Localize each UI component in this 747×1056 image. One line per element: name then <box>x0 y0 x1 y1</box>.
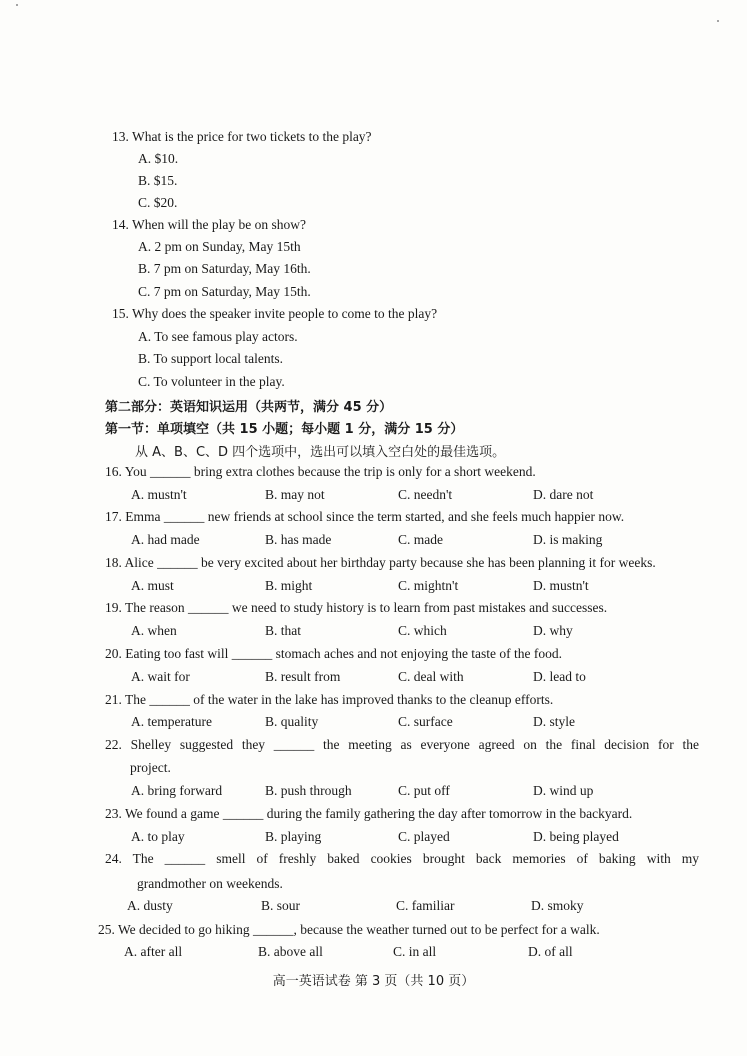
question-16-option-a: A. mustn't <box>131 487 187 502</box>
question-14-option-a: A. 2 pm on Sunday, May 15th <box>138 239 301 254</box>
question-19-stem: 19. The reason ______ we need to study history is to learn from past mistakes and successes. <box>105 600 608 615</box>
question-15-stem: 15. Why does the speaker invite people to come to the play? <box>112 306 438 321</box>
question-16-option-c: C. needn't <box>398 487 453 502</box>
question-20-option-b: B. result from <box>265 669 341 684</box>
question-25-option-c: C. in all <box>393 944 437 959</box>
question-24-option-d: D. smoky <box>531 898 584 913</box>
question-17-stem: 17. Emma ______ new friends at school since the term started, and she feels much happier now. <box>105 509 625 524</box>
question-17-option-a: A. had made <box>131 532 200 547</box>
question-23-option-b: B. playing <box>265 829 322 844</box>
question-14-option-b: B. 7 pm on Saturday, May 16th. <box>138 261 311 276</box>
page-footer: 高一英语试卷 第 3 页（共 10 页） <box>272 974 475 989</box>
question-15-option-a: A. To see famous play actors. <box>138 329 298 344</box>
question-25-option-a: A. after all <box>124 944 183 959</box>
question-20-stem: 20. Eating too fast will ______ stomach aches and not enjoying the taste of the food. <box>105 646 563 661</box>
question-19-option-d: D. why <box>533 623 573 638</box>
question-24-option-c: C. familiar <box>396 898 455 913</box>
question-15-option-b: B. To support local talents. <box>138 351 284 366</box>
question-24-stem-continued: grandmother on weekends. <box>137 876 283 891</box>
question-13-option-c: C. $20. <box>138 195 178 210</box>
question-19-option-c: C. which <box>398 623 447 638</box>
question-13-option-b: B. $15. <box>138 173 178 188</box>
question-15-option-c: C. To volunteer in the play. <box>138 374 285 389</box>
question-16-option-d: D. dare not <box>533 487 594 502</box>
scan-speck <box>16 4 18 6</box>
question-18-stem: 18. Alice ______ be very excited about her birthday party because she has been planning it for weeks. <box>105 555 656 570</box>
question-21-option-a: A. temperature <box>131 714 212 729</box>
question-24-stem: 24. The ______ smell of freshly baked cookies brought back memories of baking with my <box>105 851 699 866</box>
question-21-stem: 21. The ______ of the water in the lake has improved thanks to the cleanup efforts. <box>105 692 554 707</box>
question-22-stem-continued: project. <box>130 760 171 775</box>
question-14-stem: 14. When will the play be on show? <box>112 217 306 232</box>
question-23-option-a: A. to play <box>131 829 185 844</box>
question-22-option-a: A. bring forward <box>131 783 223 798</box>
question-23-option-c: C. played <box>398 829 450 844</box>
question-19-option-a: A. when <box>131 623 177 638</box>
question-24-option-a: A. dusty <box>127 898 173 913</box>
question-24-option-b: B. sour <box>261 898 301 913</box>
question-16-option-b: B. may not <box>265 487 325 502</box>
question-20-option-c: C. deal with <box>398 669 464 684</box>
question-22-option-b: B. push through <box>265 783 352 798</box>
question-22-stem: 22. Shelley suggested they ______ the meeting as everyone agreed on the final decision for the <box>105 737 699 752</box>
question-13-option-a: A. $10. <box>138 151 179 166</box>
question-20-option-a: A. wait for <box>131 669 190 684</box>
question-14-option-c: C. 7 pm on Saturday, May 15th. <box>138 284 311 299</box>
question-21-option-d: D. style <box>533 714 575 729</box>
question-17-option-c: C. made <box>398 532 443 547</box>
question-18-option-b: B. might <box>265 578 313 593</box>
question-21-option-b: B. quality <box>265 714 319 729</box>
instruction-text: 从 A、B、C、D 四个选项中，选出可以填入空白处的最佳选项。 <box>135 445 506 460</box>
question-16-stem: 16. You ______ bring extra clothes because the trip is only for a short weekend. <box>105 464 536 479</box>
question-19-option-b: B. that <box>265 623 301 638</box>
question-25-option-d: D. of all <box>528 944 573 959</box>
question-22-option-d: D. wind up <box>533 783 594 798</box>
question-25-option-b: B. above all <box>258 944 323 959</box>
question-17-option-d: D. is making <box>533 532 603 547</box>
section1-heading: 第一节：单项填空（共 15 小题；每小题 1 分，满分 15 分） <box>105 422 464 437</box>
question-21-option-c: C. surface <box>398 714 453 729</box>
question-18-option-a: A. must <box>131 578 174 593</box>
question-18-option-d: D. mustn't <box>533 578 589 593</box>
question-18-option-c: C. mightn't <box>398 578 459 593</box>
part2-heading: 第二部分：英语知识运用（共两节，满分 45 分） <box>105 400 393 415</box>
question-23-stem: 23. We found a game ______ during the family gathering the day after tomorrow in the backyard. <box>105 806 633 821</box>
question-20-option-d: D. lead to <box>533 669 586 684</box>
scan-speck <box>717 20 719 22</box>
question-25-stem: 25. We decided to go hiking ______, because the weather turned out to be perfect for a walk. <box>98 922 600 937</box>
question-13-stem: 13. What is the price for two tickets to the play? <box>112 129 372 144</box>
question-17-option-b: B. has made <box>265 532 332 547</box>
question-23-option-d: D. being played <box>533 829 619 844</box>
question-22-option-c: C. put off <box>398 783 450 798</box>
